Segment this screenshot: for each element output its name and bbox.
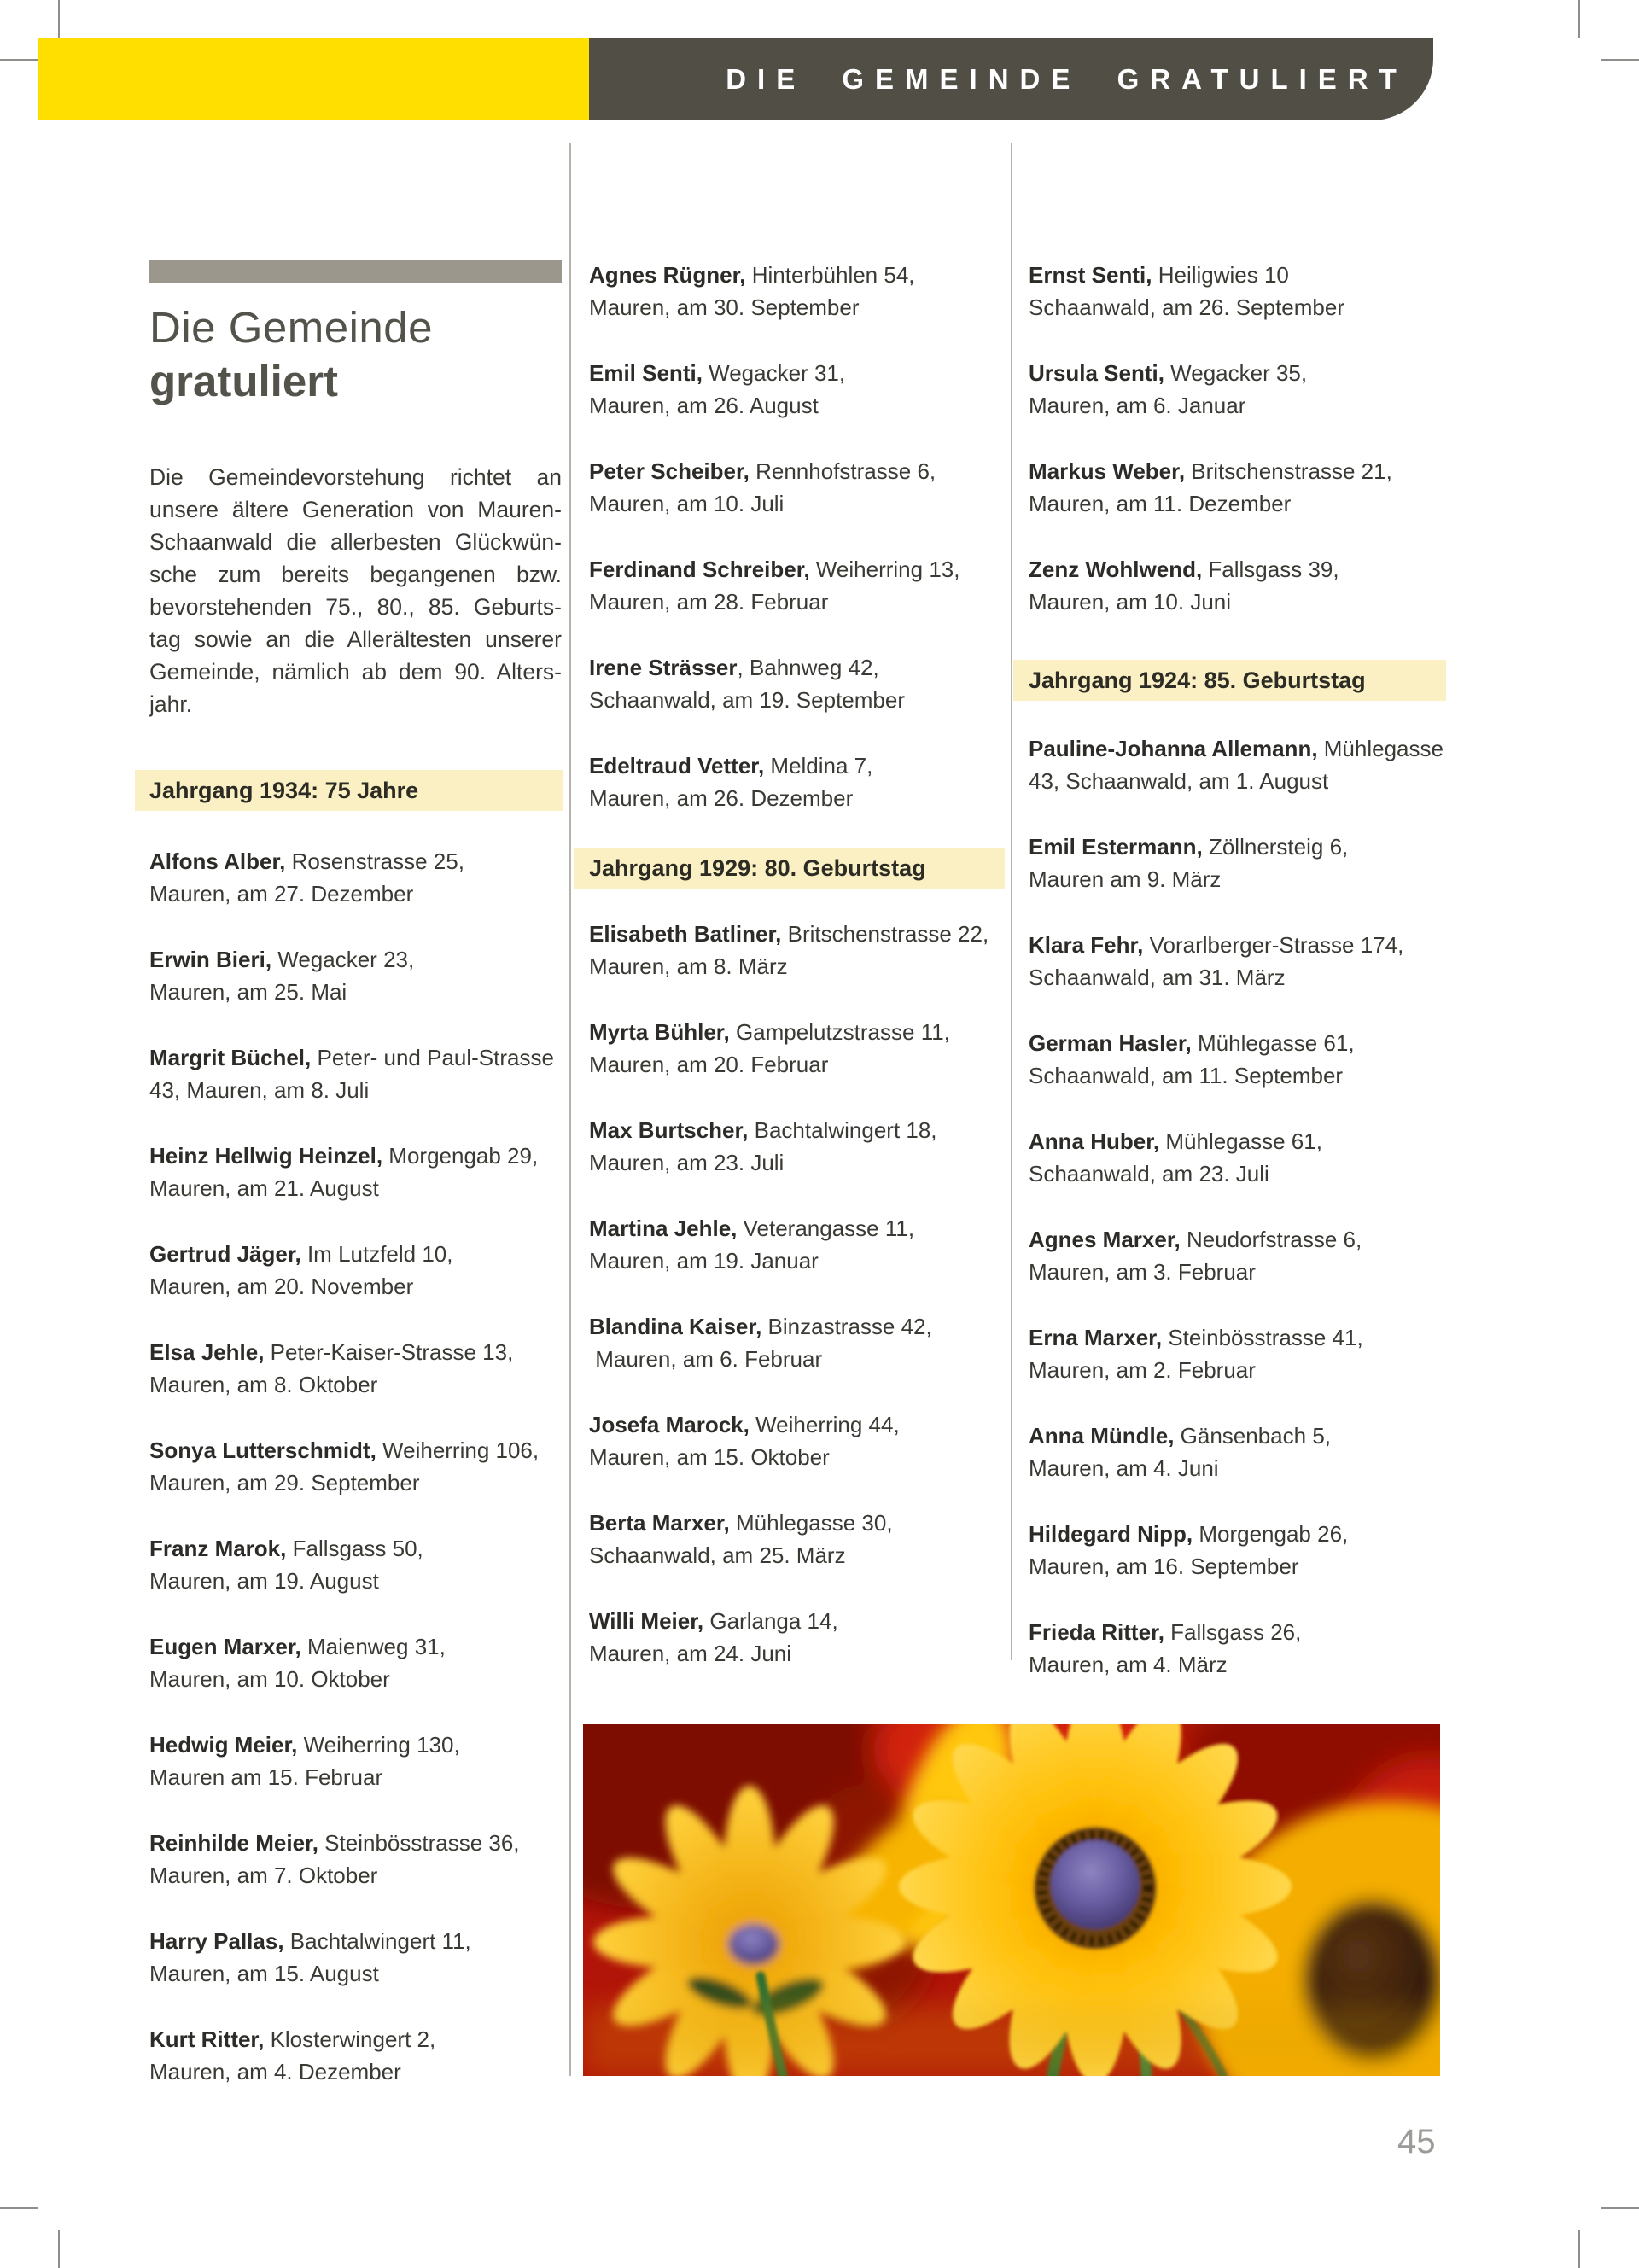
person-name: Martina Jehle, <box>589 1216 738 1241</box>
crop-mark-bottom-left-v <box>58 2230 60 2268</box>
person-name: Ursula Senti, <box>1029 360 1164 386</box>
intro-line: Die Gemeindevorstehung richtet an <box>149 464 562 490</box>
person-address: Garlanga 14, <box>703 1608 838 1634</box>
birthday-list-75 <box>149 845 563 2088</box>
person-address: Rennhofstrasse 6, <box>749 458 936 484</box>
left-column <box>135 0 563 2121</box>
list-item <box>589 259 1005 324</box>
person-address: Zöllnersteig 6, <box>1202 834 1349 860</box>
person-address: Gänsenbach 5, <box>1174 1423 1332 1449</box>
banner-title: DIE GEMEINDE GRATULIERT <box>726 63 1408 95</box>
crop-mark-top-left-h <box>0 59 38 61</box>
person-place-date: Mauren, am 19. Januar <box>589 1248 819 1274</box>
person-address: Morgengab 26, <box>1193 1521 1349 1547</box>
person-place-date: Mauren, am 8. Oktober <box>149 1372 378 1397</box>
list-item <box>589 918 1005 982</box>
person-name: Harry Pallas, <box>149 1928 284 1954</box>
person-address: , Bahnweg 42, <box>737 655 879 680</box>
person-place-date: Mauren, am 11. Dezember <box>1029 491 1292 516</box>
person-address: Meldina 7, <box>764 753 873 778</box>
intro-line: sche zum bereits begangenen bzw. <box>149 562 562 587</box>
person-address: Britschenstrasse 22, <box>781 921 989 947</box>
person-address: Bachtalwingert 18, <box>748 1117 937 1143</box>
person-place-date: Schaanwald, am 31. März <box>1029 965 1286 990</box>
list-item <box>1029 732 1446 797</box>
person-name: Margrit Büchel, <box>149 1045 312 1070</box>
person-place-date: Schaanwald, am 11. September <box>1029 1063 1344 1088</box>
person-place-date: Mauren, am 28. Februar <box>589 589 829 615</box>
list-item <box>149 1827 563 1892</box>
person-name: Anna Mündle, <box>1029 1423 1175 1449</box>
person-place-date: Mauren, am 24. Juni <box>589 1641 792 1666</box>
birthday-list-85 <box>1029 732 1446 1681</box>
list-item <box>589 1408 1005 1473</box>
intro-line: jahr. <box>149 691 193 717</box>
person-place-date: Schaanwald, am 23. Juli <box>1029 1161 1269 1186</box>
person-address: Peter- und Paul-Strasse <box>311 1045 554 1070</box>
list-item <box>149 1925 563 1990</box>
person-name: Hildegard Nipp, <box>1029 1521 1193 1547</box>
person-place-date: Mauren, am 26. August <box>589 393 819 418</box>
right-column <box>1013 0 1446 1714</box>
list-item <box>1029 1027 1446 1092</box>
person-name: Elsa Jehle, <box>149 1339 265 1365</box>
person-address: Bachtalwingert 11, <box>283 1928 471 1954</box>
list-item <box>1029 1321 1446 1386</box>
person-name: Heinz Hellwig Heinzel, <box>149 1143 383 1169</box>
person-place-date: Mauren, am 7. Oktober <box>149 1863 378 1888</box>
list-item <box>149 1532 563 1597</box>
crop-mark-top-left-v <box>58 0 60 38</box>
person-address: Maienweg 31, <box>300 1634 446 1659</box>
list-item <box>1029 1223 1446 1288</box>
person-place-date: Mauren, am 4. Juni <box>1029 1455 1219 1481</box>
person-place-date: Mauren, am 6. Januar <box>1029 393 1246 418</box>
person-place-date: Mauren, am 29. September <box>149 1470 420 1495</box>
list-item <box>589 1114 1005 1179</box>
list-item <box>149 1041 563 1106</box>
section-band-1929 <box>574 848 1005 889</box>
list-item <box>589 749 1005 814</box>
person-place-date: Mauren, am 4. März <box>1029 1652 1228 1677</box>
person-name: Alfons Alber, <box>149 848 286 874</box>
list-item <box>149 1729 563 1793</box>
list-item <box>589 357 1005 422</box>
list-item <box>1029 929 1446 994</box>
person-place-date: Mauren, am 3. Februar <box>1029 1259 1256 1285</box>
person-address: Mühlegasse <box>1317 736 1444 761</box>
person-name: Agnes Marxer, <box>1029 1227 1181 1252</box>
list-item <box>1029 1518 1446 1583</box>
intro-paragraph <box>149 461 562 720</box>
person-name: Markus Weber, <box>1029 458 1186 484</box>
list-item <box>589 1016 1005 1081</box>
list-item <box>589 1605 1005 1670</box>
person-place-date: Mauren, am 23. Juli <box>589 1150 785 1175</box>
person-address: Weiherring 44, <box>749 1412 900 1437</box>
person-address: Rosenstrasse 25, <box>285 848 464 874</box>
person-name: Edeltraud Vetter, <box>589 753 765 778</box>
person-address: Steinbösstrasse 41, <box>1162 1325 1363 1350</box>
person-name: Anna Huber, <box>1029 1128 1160 1154</box>
section-band-label: Jahrgang 1929: 80. Geburtstag <box>589 854 926 881</box>
person-place-date: Mauren, am 2. Februar <box>1029 1357 1256 1383</box>
person-address: Vorarlberger-Strasse 174, <box>1143 932 1404 958</box>
person-name: Peter Scheiber, <box>589 458 750 484</box>
person-name: Berta Marxer, <box>589 1510 730 1536</box>
person-address: Weiherring 13, <box>809 557 960 582</box>
list-item <box>149 1630 563 1695</box>
person-name: Eugen Marxer, <box>149 1634 301 1659</box>
column-divider-right <box>1011 143 1012 1660</box>
person-place-date: Mauren am 9. März <box>1029 866 1222 892</box>
list-item <box>1029 1420 1446 1484</box>
page-title <box>149 300 563 408</box>
list-item <box>1029 259 1446 324</box>
list-item <box>1029 1616 1446 1681</box>
list-item <box>149 1140 563 1204</box>
person-place-date: Mauren, am 10. Juni <box>1029 589 1232 615</box>
person-place-date: Mauren, am 20. November <box>149 1274 414 1299</box>
person-address: Mühlegasse 61, <box>1159 1128 1322 1154</box>
intro-line: Schaanwald die allerbesten Glückwün- <box>149 529 562 555</box>
person-place-date: Mauren, am 15. Oktober <box>589 1444 830 1470</box>
person-address: Gampelutzstrasse 11, <box>729 1019 950 1045</box>
crop-mark-top-right-h <box>1601 59 1639 61</box>
person-place-date: 43, Mauren, am 8. Juli <box>149 1077 370 1103</box>
person-address: Britschenstrasse 21, <box>1185 458 1392 484</box>
person-name: Agnes Rügner, <box>589 262 746 288</box>
person-name: Franz Marok, <box>149 1536 287 1561</box>
person-place-date: Mauren, am 19. August <box>149 1568 379 1594</box>
section-band-label: Jahrgang 1934: 75 Jahre <box>149 777 419 803</box>
person-name: Pauline-Johanna Allemann, <box>1029 736 1318 761</box>
person-address: Im Lutzfeld 10, <box>300 1241 453 1267</box>
person-address: Neudorfstrasse 6, <box>1180 1227 1362 1252</box>
flowers-photo <box>583 1724 1440 2076</box>
column-divider-left <box>569 143 571 2076</box>
crop-mark-bottom-left-h <box>0 2207 38 2209</box>
person-name: German Hasler, <box>1029 1030 1192 1056</box>
crop-mark-bottom-right-h <box>1601 2207 1639 2209</box>
page-title-line2: gratuliert <box>149 357 339 405</box>
person-name: Klara Fehr, <box>1029 932 1144 958</box>
page-title-line1: Die Gemeinde <box>149 303 433 352</box>
list-item <box>1029 553 1446 618</box>
list-item <box>1029 1125 1446 1190</box>
person-name: Blandina Kaiser, <box>589 1314 762 1339</box>
list-item <box>1029 455 1446 520</box>
person-place-date: Mauren, am 15. August <box>149 1961 379 1986</box>
person-place-date: Mauren, am 25. Mai <box>149 979 347 1005</box>
person-address: Fallsgass 26, <box>1164 1619 1302 1645</box>
person-name: Ferdinand Schreiber, <box>589 557 810 582</box>
person-name: Kurt Ritter, <box>149 2026 265 2052</box>
gray-accent-bar <box>149 260 562 283</box>
person-name: Emil Senti, <box>589 360 703 386</box>
person-place-date: Mauren, am 16. September <box>1029 1554 1299 1579</box>
list-item <box>149 845 563 910</box>
person-name: Gertrud Jäger, <box>149 1241 301 1267</box>
person-place-date: Mauren, am 20. Februar <box>589 1052 829 1077</box>
list-item <box>589 1310 1005 1375</box>
list-item <box>1029 357 1446 422</box>
person-address: Mühlegasse 61, <box>1191 1030 1355 1056</box>
intro-line: unsere ältere Generation von Mauren- <box>149 497 562 522</box>
person-place-date: 43, Schaanwald, am 1. August <box>1029 768 1329 794</box>
list-item <box>589 455 1005 520</box>
person-name: Elisabeth Batliner, <box>589 921 782 947</box>
crop-mark-bottom-right-v <box>1578 2230 1580 2268</box>
person-address: Weiherring 130, <box>297 1732 460 1758</box>
person-place-date: Mauren, am 26. Dezember <box>589 785 854 811</box>
person-place-date: Mauren, am 27. Dezember <box>149 881 414 907</box>
person-place-date: Mauren, am 10. Oktober <box>149 1666 390 1692</box>
person-name: Erna Marxer, <box>1029 1325 1163 1350</box>
person-place-date: Schaanwald, am 19. September <box>589 687 905 713</box>
person-place-date: Mauren, am 4. Dezember <box>149 2059 401 2084</box>
person-name: Sonya Lutterschmidt, <box>149 1437 376 1463</box>
intro-line: Gemeinde, nämlich ab dem 90. Alters- <box>149 659 562 685</box>
person-place-date: Schaanwald, am 26. September <box>1029 294 1344 320</box>
person-name: Zenz Wohlwend, <box>1029 557 1203 582</box>
person-address: Binzastrasse 42, <box>761 1314 932 1339</box>
person-address: Wegacker 35, <box>1164 360 1308 386</box>
person-place-date: Mauren, am 6. Februar <box>589 1346 823 1372</box>
person-name: Myrta Bühler, <box>589 1019 730 1045</box>
person-place-date: Schaanwald, am 25. März <box>589 1542 846 1568</box>
list-item <box>1029 831 1446 895</box>
crop-mark-top-right-v <box>1578 0 1580 38</box>
person-name: Emil Estermann, <box>1029 834 1203 860</box>
person-name: Reinhilde Meier, <box>149 1830 318 1856</box>
birthday-list-75-continued <box>589 259 1005 814</box>
person-address: Fallsgass 50, <box>286 1536 423 1561</box>
list-item <box>589 1507 1005 1571</box>
person-name: Hedwig Meier, <box>149 1732 298 1758</box>
person-place-date: Mauren am 15. Februar <box>149 1764 383 1790</box>
middle-column <box>574 0 1005 1703</box>
list-item <box>149 1434 563 1499</box>
person-place-date: Mauren, am 30. September <box>589 294 860 320</box>
person-address: Peter-Kaiser-Strasse 13, <box>264 1339 514 1365</box>
person-address: Steinbösstrasse 36, <box>318 1830 520 1856</box>
person-address: Mühlegasse 30, <box>729 1510 893 1536</box>
person-name: Frieda Ritter, <box>1029 1619 1164 1645</box>
person-name: Erwin Bieri, <box>149 947 272 972</box>
person-name: Irene Strässer <box>589 655 738 680</box>
list-item <box>589 651 1005 716</box>
list-item <box>589 1212 1005 1277</box>
intro-line: bevorstehenden 75., 80., 85. Geburts- <box>149 594 562 620</box>
person-place-date: Mauren, am 8. März <box>589 953 788 979</box>
intro-line: tag sowie an die Allerältesten unserer <box>149 627 562 652</box>
person-address: Fallsgass 39, <box>1202 557 1339 582</box>
list-item <box>589 553 1005 618</box>
section-band-label: Jahrgang 1924: 85. Geburtstag <box>1029 667 1366 693</box>
birthday-list-80-continued <box>1029 259 1446 618</box>
section-band-1934 <box>135 770 563 811</box>
person-address: Wegacker 31, <box>702 360 846 386</box>
list-item <box>149 2023 563 2088</box>
person-address: Heiligwies 10 <box>1152 262 1289 288</box>
list-item <box>149 1238 563 1303</box>
person-name: Max Burtscher, <box>589 1117 749 1143</box>
person-address: Morgengab 29, <box>382 1143 539 1169</box>
person-name: Willi Meier, <box>589 1608 704 1634</box>
person-address: Wegacker 23, <box>271 947 415 972</box>
person-address: Klosterwingert 2, <box>264 2026 436 2052</box>
person-address: Veterangasse 11, <box>737 1216 915 1241</box>
person-name: Ernst Senti, <box>1029 262 1152 288</box>
person-place-date: Mauren, am 10. Juli <box>589 491 785 516</box>
person-name: Josefa Marock, <box>589 1412 750 1437</box>
page-number: 45 <box>1397 2123 1436 2160</box>
birthday-list-80 <box>589 918 1005 1670</box>
section-band-1924 <box>1013 660 1446 701</box>
list-item <box>149 1336 563 1401</box>
person-address: Weiherring 106, <box>376 1437 540 1463</box>
person-address: Hinterbühlen 54, <box>745 262 915 288</box>
list-item <box>149 943 563 1008</box>
flowers-photo-art <box>583 1724 1440 2076</box>
person-place-date: Mauren, am 21. August <box>149 1175 379 1201</box>
